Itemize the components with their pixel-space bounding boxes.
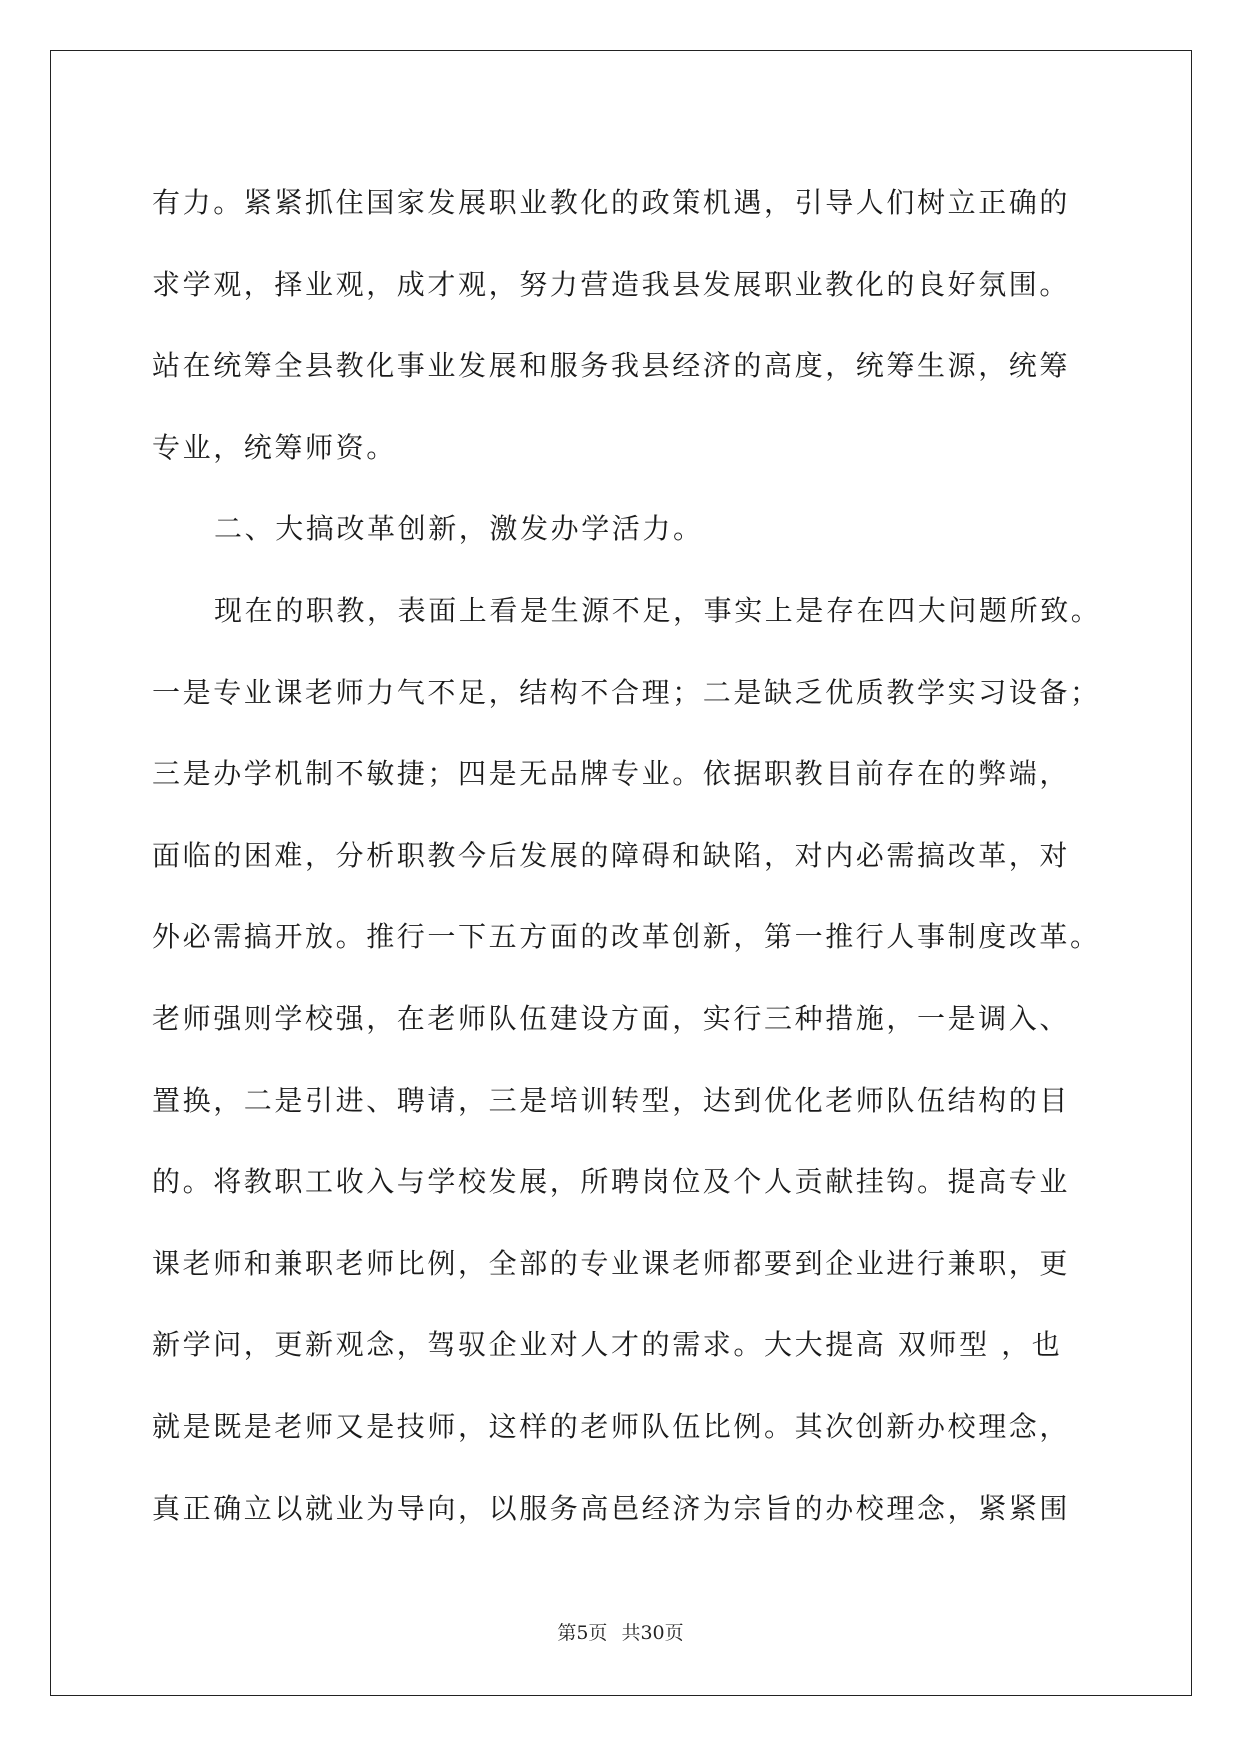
text-line: 站在统筹全县教化事业发展和服务我县经济的高度，统筹生源，统筹 bbox=[152, 349, 1071, 383]
text-line: 专业，统筹师资。 bbox=[152, 430, 397, 464]
text-line: 外必需搞开放。推行一下五方面的改革创新，第一推行人事制度改革。 bbox=[152, 920, 1101, 954]
page-total: 共30页 bbox=[621, 1622, 684, 1644]
text-line: 有力。紧紧抓住国家发展职业教化的政策机遇，引导人们树立正确的 bbox=[152, 186, 1071, 219]
text-line: 置换，二是引进、聘请，三是培训转型，达到优化老师队伍结构的目 bbox=[152, 1083, 1071, 1117]
text-line: 老师强则学校强，在老师队伍建设方面，实行三种措施，一是调入、 bbox=[152, 1001, 1071, 1035]
text-line: 二、大搞改革创新，激发办学活力。 bbox=[214, 512, 704, 546]
text-line: 新学问，更新观念，驾驭企业对人才的需求。大大提高 双师型 ，也 bbox=[152, 1328, 1063, 1362]
text-line: 就是既是老师又是技师，这样的老师队伍比例。其次创新办校理念， bbox=[152, 1409, 1071, 1443]
text-line: 面临的困难，分析职教今后发展的障碍和缺陷，对内必需搞改革，对 bbox=[152, 838, 1071, 872]
text-line: 真正确立以就业为导向，以服务高邑经济为宗旨的办校理念，紧紧围 bbox=[152, 1491, 1071, 1525]
text-line: 现在的职教，表面上看是生源不足，事实上是存在四大问题所致。 bbox=[214, 593, 1102, 627]
page-number: 第5页 bbox=[557, 1622, 608, 1644]
text-line: 求学观，择业观，成才观，努力营造我县发展职业教化的良好氛围。 bbox=[152, 267, 1071, 301]
document-body bbox=[152, 162, 1102, 1549]
text-line: 课老师和兼职老师比例，全部的专业课老师都要到企业进行兼职，更 bbox=[152, 1246, 1071, 1280]
text-line: 的。将教职工收入与学校发展，所聘岗位及个人贡献挂钩。提高专业 bbox=[152, 1165, 1071, 1199]
text-line: 三是办学机制不敏捷；四是无品牌专业。依据职教目前存在的弊端， bbox=[152, 757, 1071, 791]
text-line: 一是专业课老师力气不足，结构不合理；二是缺乏优质教学实习设备； bbox=[152, 675, 1101, 709]
page-footer bbox=[0, 1618, 1241, 1645]
